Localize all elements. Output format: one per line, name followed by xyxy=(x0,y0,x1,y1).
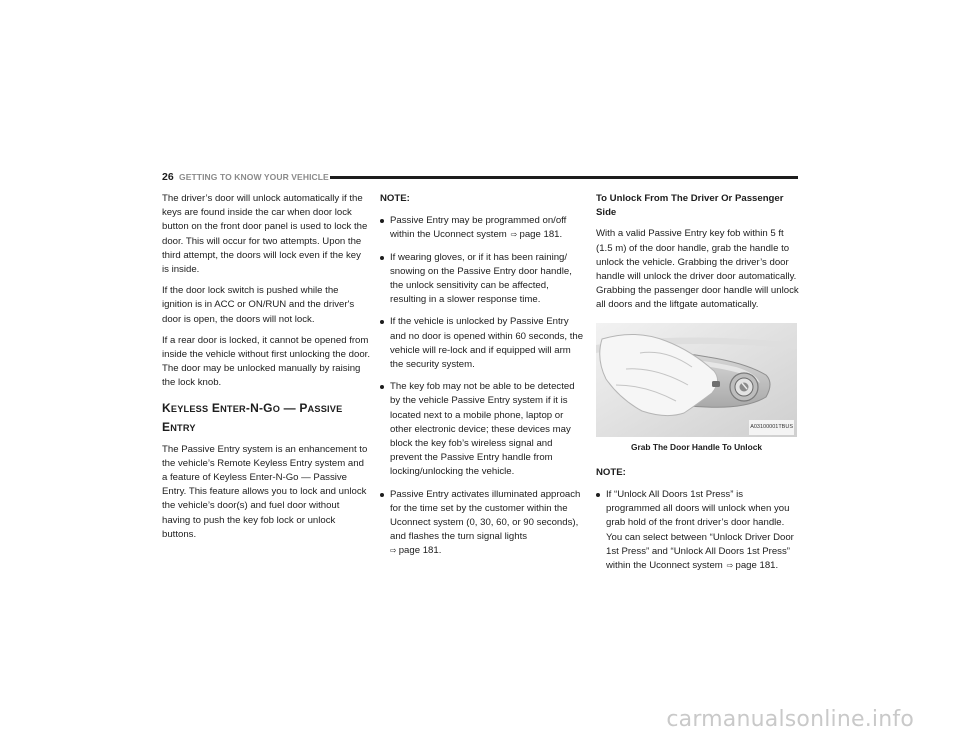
note-label: NOTE: xyxy=(380,193,410,204)
bullet-icon xyxy=(596,493,600,497)
paragraph: The driver’s door will unlock automatically if the keys are found inside the car when door lock button on the front door panel is used to lock the door. This will occur for two attempts. Upon the third attempt, the doors will lock even if the key is inside. xyxy=(162,193,368,276)
note-label: NOTE: xyxy=(596,466,626,478)
paragraph: With a valid Passive Entry key fob within 5 ft (1.5 m) of the door handle, grab the handle to unlock the vehicle. Grabbing the driver’s door handle will unlock the driver door automatically. Grabbing the passenger door handle will unlock all doors and the liftgate automatically. xyxy=(596,228,799,311)
column-3 xyxy=(596,192,800,581)
list-item: Passive Entry may be programmed on/off within the Uconnect system ⇨ page 181. xyxy=(380,214,586,242)
note-list xyxy=(596,488,800,573)
section-heading: KEYLESS ENTER-N-GO — PASSIVE ENTRY xyxy=(162,400,343,434)
page-ref-arrow-icon: ⇨ xyxy=(510,230,518,240)
page-ref-arrow-icon: ⇨ xyxy=(390,546,397,556)
page-link[interactable]: page 181. xyxy=(735,560,779,572)
list-item: Passive Entry activates illuminated approach for the time set by the customer within the Uconnect system (0, 30, 60, or 90 seconds), and flashes the turn signal lights ⇨ page 181. xyxy=(380,488,586,559)
note-list xyxy=(380,214,586,558)
bullet-icon xyxy=(380,256,384,260)
section-title: GETTING TO KNOW YOUR VEHICLE xyxy=(179,172,329,182)
bullet-icon xyxy=(380,320,384,324)
page-link[interactable]: page 181. xyxy=(519,229,563,241)
watermark: carmanualsonline.info xyxy=(666,707,914,732)
page-header xyxy=(162,171,798,185)
list-item: If “Unlock All Doors 1st Press” is programmed all doors will unlock when you grab hold of the front driver’s door handle. You can select between “Unlock Driver Door 1st Press” and “Unlock All Doors 1st Press” within the Uconnect system ⇨ page 181. xyxy=(596,488,800,573)
bullet-icon xyxy=(380,385,384,389)
paragraph: If a rear door is locked, it cannot be opened from inside the vehicle without first unlocking the door. The door may be unlocked manually by raising the lock knob. xyxy=(162,334,370,389)
header-rule xyxy=(330,176,798,179)
figure-code: A03100001TBUS xyxy=(749,420,794,434)
door-handle-figure xyxy=(596,323,797,437)
sub-heading: To Unlock From The Driver Or Passenger Side xyxy=(596,193,784,219)
page-number: 26 xyxy=(162,171,174,183)
paragraph: If the door lock switch is pushed while the ignition is in ACC or ON/RUN and the driver's door is open, the doors will not lock. xyxy=(162,285,355,325)
column-2 xyxy=(380,192,586,567)
paragraph: The Passive Entry system is an enhancement to the vehicle’s Remote Keyless Entry system and a feature of Keyless Enter-N-Go — Passive Entry. This feature allows you to lock and unlock the vehicle’s door(s) and fuel door without having to push the key fob lock or unlock buttons. xyxy=(162,443,368,540)
column-1 xyxy=(162,192,370,549)
bullet-icon xyxy=(380,219,384,223)
page-ref-arrow-icon: ⇨ xyxy=(726,561,734,571)
list-item: If wearing gloves, or if it has been raining/ snowing on the Passive Entry door handle, the unlock sensitivity can be affected, resulting in a slower response time. xyxy=(380,251,586,308)
figure-caption: Grab The Door Handle To Unlock xyxy=(630,441,763,452)
page-link[interactable]: page 181. xyxy=(398,545,442,557)
list-item: If the vehicle is unlocked by Passive Entry and no door is opened within 60 seconds, the vehicle will re-lock and if equipped will arm the security system. xyxy=(380,315,586,372)
bullet-icon xyxy=(380,493,384,497)
list-item: The key fob may not be able to be detected by the vehicle Passive Entry system if it is located next to a mobile phone, laptop or other electronic device; these devices may block the key fob’s wireless signal and prevent the Passive Entry handle from locking/unlocking the vehicle. xyxy=(380,380,586,479)
